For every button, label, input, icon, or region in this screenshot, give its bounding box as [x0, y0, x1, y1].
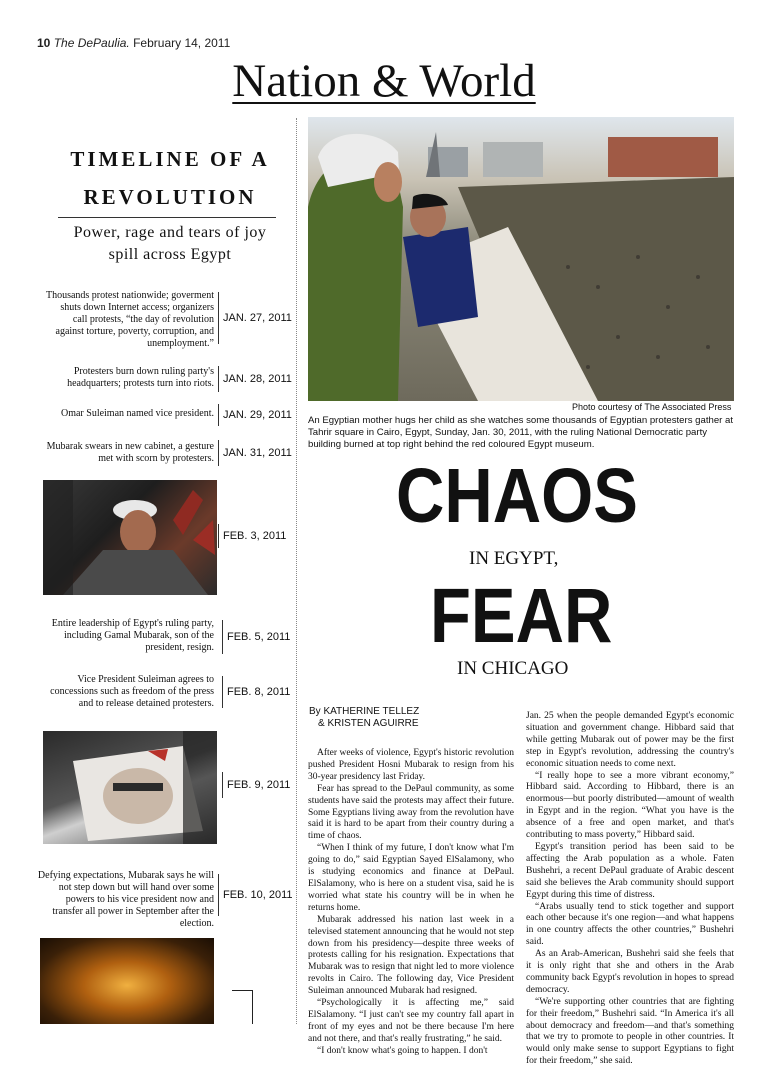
timeline-photo-night-square	[40, 938, 214, 1024]
article-column-2	[526, 711, 734, 1067]
main-photo	[308, 117, 734, 401]
timeline-connector	[252, 990, 253, 1024]
byline: By KATHERINE TELLEZ & KRISTEN AGUIRRE	[309, 706, 420, 729]
article-paragraph: “We're supporting other countries that are fighting for their freedom,” Bushehri said. “In America it's all about democracy and freedom—and that's something that we try to promote to people in other countries. It would only make sense to support Egyptians to fight for their freedom,” she said.	[526, 996, 734, 1067]
page-folio	[37, 36, 230, 50]
timeline-event-date: FEB. 10, 2011	[218, 874, 293, 916]
headline-in-chicago: IN CHICAGO	[457, 658, 569, 679]
timeline-event-text: Defying expectations, Mubarak says he will not step down but will hand over some powers to his vice president now and transfer all power in September after the election.	[37, 870, 214, 929]
article-paragraph: Jan. 25 when the people demanded Egypt's economic situation and government change. Hibbard said that while getting Mubarak out of power may be the first step in Egypt's revolution, addressing the country's economic situation needs to come next.	[526, 711, 734, 769]
poster-photo-icon	[43, 731, 217, 844]
timeline-event-date: JAN. 31, 2011	[218, 440, 292, 466]
article-paragraph: “When I think of my future, I don't know what I'm going to do,” said Egyptian Sayed ElSalamony, who is studying economics and finance at DePaul. ElSalamony, who is here on a student visa, said he is worried what state his country will be in when he returns home.	[308, 843, 514, 913]
timeline-title: TIMELINE OF A REVOLUTION	[70, 147, 270, 209]
timeline-event-date: FEB. 9, 2011	[222, 772, 290, 798]
timeline-event-date: JAN. 28, 2011	[218, 366, 292, 392]
article-paragraph: After weeks of violence, Egypt's historic revolution pushed President Hosni Mubarak to resign from his 30-year presidency last Friday.	[308, 748, 514, 782]
timeline-photo-protester	[43, 480, 217, 595]
timeline-rule	[58, 217, 276, 218]
timeline-event-text: Vice President Suleiman agrees to concessions such as freedom of the press and to release detained protesters.	[50, 674, 214, 709]
article-paragraph: “I really hope to see a more vibrant economy,” Hibbard said. According to Hibbard, there is an enormous—but poorly distributed—amount of wealth in Egypt and in the region. “What you have is the absence of a free and open market, and that's contributing to mass poverty,” Hibbard said.	[526, 770, 734, 841]
headline-fear: FEAR	[430, 573, 613, 659]
timeline-subtitle: Power, rage and tears of joy spill across Egypt	[73, 224, 267, 263]
paper-name: The DePaulia.	[53, 36, 130, 50]
timeline-event-date: FEB. 5, 2011	[222, 620, 290, 654]
timeline-photo-poster	[43, 731, 217, 844]
section-title: Nation & World	[232, 55, 536, 107]
article-column-1	[308, 748, 514, 1056]
timeline-event-text: Thousands protest nationwide; goverment shuts down Internet access; organizers call protests, “the day of revolution against torture, poverty, corruption, and unemployment.”	[45, 290, 214, 349]
photo-credit: Photo courtesy of The Associated Press	[572, 402, 732, 412]
timeline-event-text: Entire leadership of Egypt's ruling party, including Gamal Mubarak, son of the president, resign.	[51, 618, 214, 653]
timeline-event-text: Protesters burn down ruling party's headquarters; protests turn into riots.	[67, 366, 214, 389]
headline-in-egypt: IN EGYPT,	[469, 548, 559, 569]
photo-caption: An Egyptian mother hugs her child as she watches some thousands of Egyptian protesters gather at Tahrir square in Cairo, Egypt, Sunday, Jan. 30, 2011, with the ruling National Democratic party building burned at top right behind the red coloured Egypt museum.	[308, 415, 734, 450]
article-paragraph: As an Arab-American, Bushehri said she feels that it is only right that she and others in the Arab community back Egypt's revolution in hopes to spread democracy.	[526, 949, 734, 995]
timeline-event-date: FEB. 3, 2011	[218, 524, 286, 548]
cairo-photo-icon	[308, 117, 734, 401]
timeline-event-text: Mubarak swears in new cabinet, a gesture met with scorn by protesters.	[46, 441, 214, 464]
article-paragraph: Mubarak addressed his nation last week in a televised statement announcing that he would not step down from his presidency—despite three weeks of protests calling for his resignation. Expectations that Mubarak was to resign that night led to more violence revolts in Cairo. The following day, Vice President Suleiman announced Mubarak had resigned.	[308, 914, 514, 997]
timeline-connector	[232, 990, 252, 991]
timeline-event-date: JAN. 29, 2011	[218, 404, 292, 426]
timeline-event-date: FEB. 8, 2011	[222, 676, 290, 708]
page-number: 10	[37, 36, 51, 50]
article-paragraph: “I don't know what's going to happen. I don't	[317, 1045, 488, 1056]
issue-date: February 14, 2011	[133, 36, 231, 50]
article-paragraph: Egypt's transition period has been said to be affecting the Arab population as a whole. Faten Bushehri, a recent DePaul graduate of Arabic descent said she believes the Arab community should support Egypt during this time of distress.	[526, 841, 734, 900]
timeline-event-date: JAN. 27, 2011	[218, 292, 292, 344]
timeline-event-text: Omar Suleiman named vice president.	[60, 408, 214, 419]
article-paragraph: “Psychologically it is affecting me,” said ElSalamony. “I just can't see my country fall apart in front of my eyes and not be there because I'm here and not there, and that's really frustrating,” he said.	[308, 998, 514, 1044]
article-paragraph: Fear has spread to the DePaul community, as some students have said the protests may affect their future. Some Egyptians living away from the revolution have said it is hard to be apart from their country during a time of chaos.	[308, 783, 514, 842]
protester-photo-icon	[43, 480, 217, 595]
article-paragraph: “Arabs usually tend to stick together and support each other because it's one region—and what happens in one country affects the other countries,” Bushehri said.	[526, 901, 734, 948]
headline-chaos: CHAOS	[396, 453, 638, 539]
